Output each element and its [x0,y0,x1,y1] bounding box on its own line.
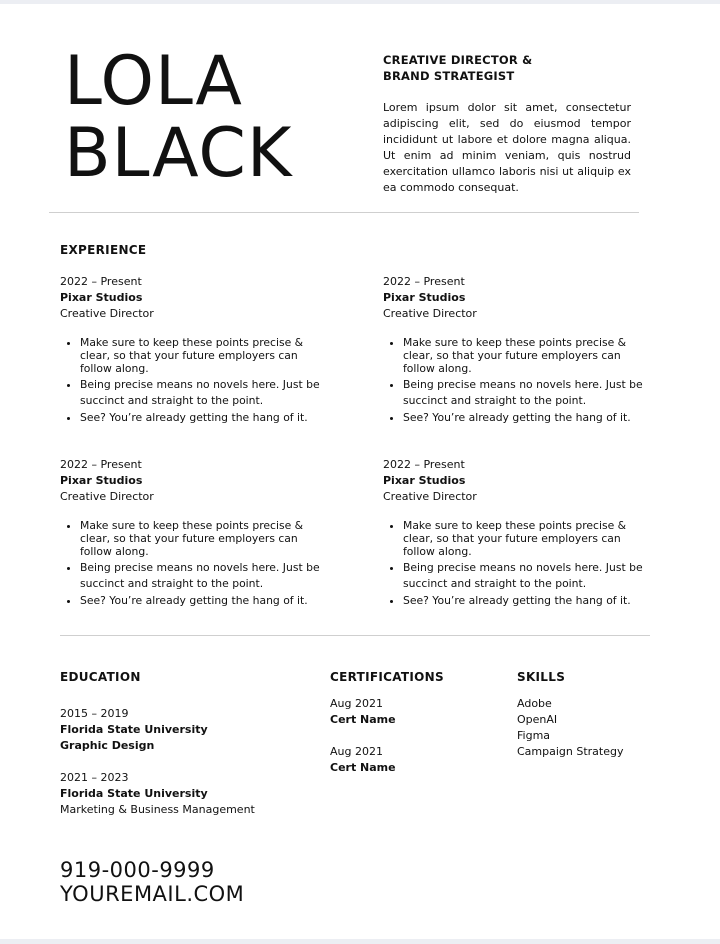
bullet-item: • Make sure to keep these points precise & clear, so that your future employers can follow along. [80,336,330,375]
job-role: Creative Director [60,490,154,503]
education-school: Florida State University [60,787,208,800]
skills-heading: SKILLS [517,670,566,684]
header-divider [49,212,639,213]
skill-item: Figma [517,729,551,742]
job-company: Pixar Studios [383,474,466,487]
bullet-item: • See? You’re already getting the hang of it. [80,594,330,607]
certification-name: Cert Name [330,761,396,774]
bullet-item: • Being precise means no novels here. Just be succinct and straight to the point. [80,560,330,592]
contact-block [60,858,244,906]
bullet-item: • See? You’re already getting the hang of it. [403,594,653,607]
job-bullets [60,336,330,424]
skills-list [517,696,624,760]
education-entry [60,770,255,818]
skill-item: Adobe [517,697,552,710]
certifications-heading: CERTIFICATIONS [330,670,444,684]
education-heading: EDUCATION [60,670,141,684]
experience-entry [383,274,653,426]
bullet-item: • Make sure to keep these points precise & clear, so that your future employers can follow along. [80,519,330,558]
job-role: Creative Director [383,307,477,320]
job-dates: 2022 – Present [383,275,465,288]
skill-item: Campaign Strategy [517,745,624,758]
experience-heading: EXPERIENCE [60,243,147,257]
job-role: Creative Director [383,490,477,503]
education-field: Graphic Design [60,739,155,752]
job-bullets [60,519,330,607]
experience-entry [383,457,653,609]
certification-entry [330,696,396,728]
job-dates: 2022 – Present [60,458,142,471]
contact-phone: 919-000-9999 [60,858,215,882]
job-company: Pixar Studios [60,291,143,304]
intro-paragraph: Lorem ipsum dolor sit amet, consectetur adipiscing elit, sed do eiusmod tempor incididunt ut labore et dolore magna aliqua. Ut enim ad minim veniam, quis nostrud exercitation ullamco laboris nisi ut aliquip ex ea commodo consequat. [383,101,631,194]
experience-entry [60,457,330,609]
education-dates: 2021 – 2023 [60,771,129,784]
certification-name: Cert Name [330,713,396,726]
skill-item: OpenAI [517,713,558,726]
first-name: LOLA [64,42,243,121]
job-dates: 2022 – Present [383,458,465,471]
job-bullets [383,519,653,607]
job-company: Pixar Studios [383,291,466,304]
job-company: Pixar Studios [60,474,143,487]
education-dates: 2015 – 2019 [60,707,129,720]
experience-entry [60,274,330,426]
bullet-item: • Being precise means no novels here. Just be succinct and straight to the point. [403,560,653,592]
job-dates: 2022 – Present [60,275,142,288]
experience-divider [60,635,650,636]
bullet-item: • Make sure to keep these points precise & clear, so that your future employers can follow along. [403,336,653,375]
resume-page [0,4,720,939]
bullet-item: • See? You’re already getting the hang of it. [80,411,330,424]
job-title [383,52,532,84]
job-title-line-1: CREATIVE DIRECTOR & [383,53,533,67]
full-name [64,42,293,193]
bullet-item: • Make sure to keep these points precise & clear, so that your future employers can follow along. [403,519,653,558]
bullet-item: • Being precise means no novels here. Just be succinct and straight to the point. [403,377,653,409]
certification-entry [330,744,396,776]
education-school: Florida State University [60,723,208,736]
certification-date: Aug 2021 [330,745,383,758]
bullet-item: • See? You’re already getting the hang of it. [403,411,653,424]
job-title-line-2: BRAND STRATEGIST [383,69,515,83]
bullet-item: • Being precise means no novels here. Just be succinct and straight to the point. [80,377,330,409]
contact-email: YOUREMAIL.COM [60,882,245,906]
job-bullets [383,336,653,424]
last-name: BLACK [64,114,293,193]
job-role: Creative Director [60,307,154,320]
education-entry [60,706,208,754]
certification-date: Aug 2021 [330,697,383,710]
education-field: Marketing & Business Management [60,803,255,816]
